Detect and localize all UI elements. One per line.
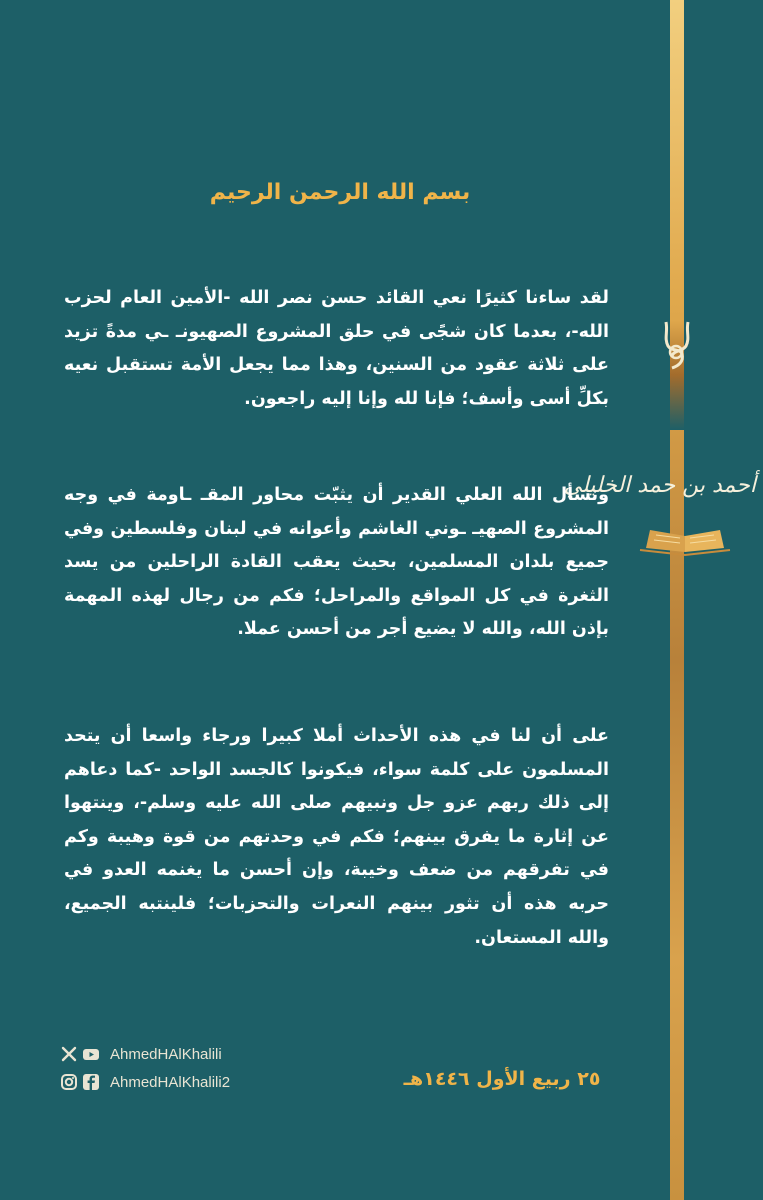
paragraph-condolence: لقد ساءنا كثيرًا نعي القائد حسن نصر الله -الأمين العام لحزب الله-، بعدما كان شجًى في حلق المشروع الصهيونـ ـي مدةً تزيد على ثلاثة عقود من السنين، وهذا مما يجعل الأمة تستقبل نعيه بكلِّ أسى وأسف؛ فإنا لله وإنا إليه راجعون. (64, 288, 609, 409)
social-links (60, 1042, 280, 1102)
gold-ribbon (670, 0, 684, 1200)
handshake-icon (652, 318, 702, 374)
paragraph-unity: على أن لنا في هذه الأحداث أملا كبيرا ورجاء واسعا أن يتحد المسلمون على كلمة سواء، فيكونوا كالجسد الواحد -كما دعاهم إلى ذلك ربهم عزو جل ونبيهم صلى الله عليه وسلم-، وينتهوا عن إثارة ما يفرق بينهم؛ فكم في وحدتهم من قوة وهيبة وكم في تفرقهم من ضعف وخيبة، وإن أحسن ما يغنمه العدو في حربه هذه أن تثور بينهم النعرات والتحزبات؛ فلينتبه الجميع، والله المستعان. (64, 726, 609, 948)
facebook-icon[interactable] (82, 1073, 100, 1091)
basmala-heading: بسم الله الرحمن الرحيم (209, 180, 471, 205)
open-book-icon (636, 522, 734, 558)
hijri-date: ٢٥ ربيع الأول ١٤٤٦هـ (403, 1068, 601, 1090)
youtube-icon[interactable] (82, 1045, 100, 1063)
instagram-icon[interactable] (60, 1073, 78, 1091)
social-row-x-youtube[interactable] (60, 1042, 222, 1066)
paragraph-prayer: ونسأل الله العلي القدير أن يثبّت محاور المقـ ـاومة في وجه المشروع الصهيـ ـوني الغاشم وأعوانه في لبنان وفلسطين وفي جميع بلدان المسلمين، بحيث يعقب القادة الراحلين من يسد الثغرة في كل المواقع والمراحل؛ فكم من رجال لهذه المهمة بإذن الله، والله لا يضيع أجر من أحسن عملا. (64, 485, 609, 640)
social-handle-1[interactable]: AhmedHAlKhalili (110, 1045, 222, 1063)
signature: أحمد بن حمد الخليلي (563, 473, 756, 498)
x-icon[interactable] (60, 1045, 78, 1063)
social-row-instagram-facebook[interactable] (60, 1070, 230, 1094)
social-handle-2[interactable]: AhmedHAlKhalili2 (110, 1073, 231, 1091)
